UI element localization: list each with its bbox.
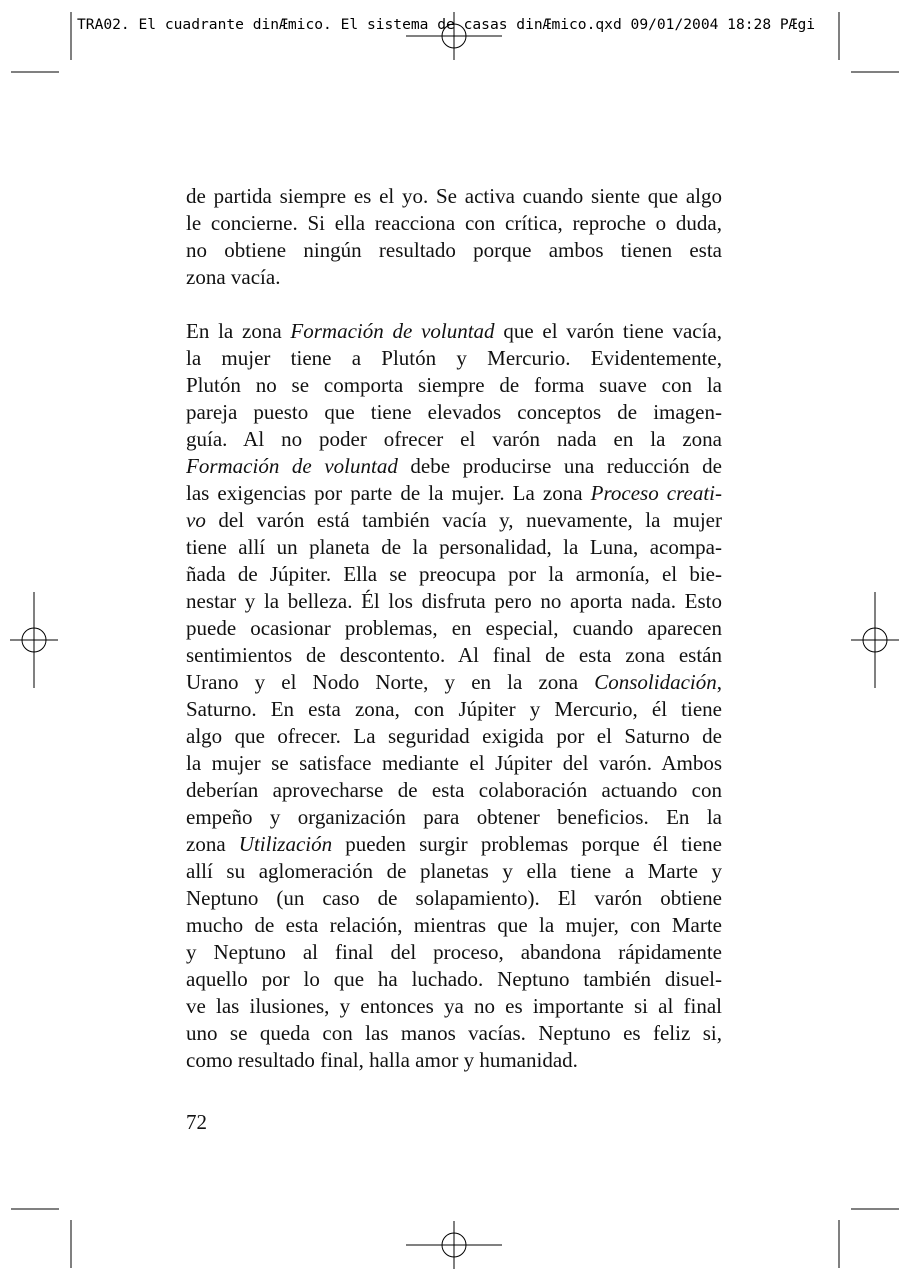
text-line: la mujer tiene a Plutón y Mercurio. Evidentemente,	[186, 346, 722, 370]
text-line: allí su aglomeración de planetas y ella tiene a Marte y	[186, 859, 722, 883]
text-line: En la zona Formación de voluntad que el varón tiene vacía,	[186, 319, 722, 343]
text-line: Urano y el Nodo Norte, y en la zona Consolidación,	[186, 670, 722, 694]
italic-term: vo	[186, 508, 206, 532]
registration-mark-bottom	[406, 1221, 502, 1269]
text-line: y Neptuno al final del proceso, abandona rápidamente	[186, 940, 722, 964]
registration-mark-left	[10, 592, 58, 688]
text-line: uno se queda con las manos vacías. Neptuno es feliz si,	[186, 1021, 722, 1045]
text-line: de partida siempre es el yo. Se activa cuando siente que algo	[186, 184, 722, 208]
text-line: Formación de voluntad debe producirse una reducción de	[186, 454, 722, 478]
italic-term: Consolidación	[594, 670, 717, 694]
text-line: empeño y organización para obtener beneficios. En la	[186, 805, 722, 829]
registration-mark-top	[406, 12, 502, 60]
page-number: 72	[186, 1110, 207, 1134]
text-line: no obtiene ningún resultado porque ambos tienen esta	[186, 238, 722, 262]
italic-term: Proceso creati-	[590, 481, 722, 505]
text-line: zona Utilización pueden surgir problemas porque él tiene	[186, 832, 722, 856]
text-line: guía. Al no poder ofrecer el varón nada en la zona	[186, 427, 722, 451]
text-line: la mujer se satisface mediante el Júpiter del varón. Ambos	[186, 751, 722, 775]
text-line: las exigencias por parte de la mujer. La zona Proceso creati-	[186, 481, 722, 505]
paragraph-1	[186, 183, 722, 291]
italic-term: Formación de voluntad	[186, 454, 398, 478]
text-line: algo que ofrecer. La seguridad exigida por el Saturno de	[186, 724, 722, 748]
text-line: tiene allí un planeta de la personalidad, la Luna, acompa-	[186, 535, 722, 559]
italic-term: Formación de voluntad	[290, 319, 495, 343]
text-line: le concierne. Si ella reacciona con crítica, reproche o duda,	[186, 211, 722, 235]
text-line: aquello por lo que ha luchado. Neptuno también disuel-	[186, 967, 722, 991]
paragraph-2	[186, 318, 722, 1074]
text-line: mucho de esta relación, mientras que la mujer, con Marte	[186, 913, 722, 937]
text-line: Saturno. En esta zona, con Júpiter y Mercurio, él tiene	[186, 697, 722, 721]
text-line: ñada de Júpiter. Ella se preocupa por la armonía, el bie-	[186, 562, 722, 586]
text-line: sentimientos de descontento. Al final de esta zona están	[186, 643, 722, 667]
text-line: pareja puesto que tiene elevados conceptos de imagen-	[186, 400, 722, 424]
text-line: ve las ilusiones, y entonces ya no es importante si al final	[186, 994, 722, 1018]
slug-line: TRA02. El cuadrante dinÆmico. El sistema de casas dinÆmico.qxd 09/01/2004 18:28 PÆgi	[77, 16, 816, 33]
text-line: nestar y la belleza. Él los disfruta pero no aporta nada. Esto	[186, 589, 722, 613]
registration-mark-right	[851, 592, 899, 688]
text-line: Plutón no se comporta siempre de forma suave con la	[186, 373, 722, 397]
italic-term: Utilización	[238, 832, 333, 856]
text-line: vo del varón está también vacía y, nuevamente, la mujer	[186, 508, 722, 532]
text-line: Neptuno (un caso de solapamiento). El varón obtiene	[186, 886, 722, 910]
paragraph-gap	[186, 291, 722, 318]
text-line: zona vacía.	[186, 265, 281, 289]
text-line: como resultado final, halla amor y humanidad.	[186, 1048, 578, 1072]
body-text	[186, 183, 722, 1074]
text-line: deberían aprovecharse de esta colaboración actuando con	[186, 778, 722, 802]
text-line: puede ocasionar problemas, en especial, cuando aparecen	[186, 616, 722, 640]
